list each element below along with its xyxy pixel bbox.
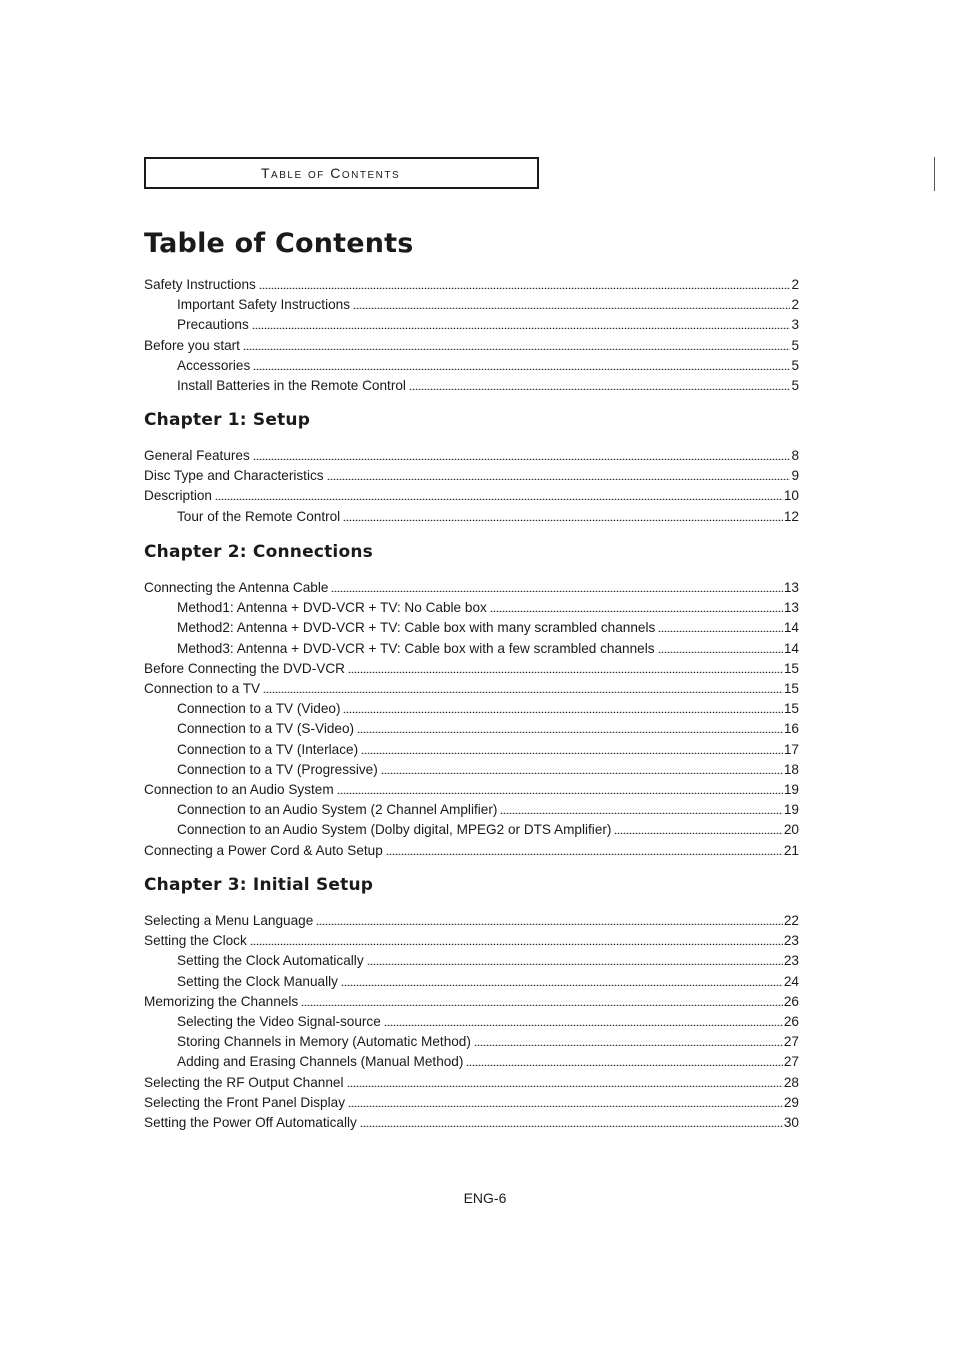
toc-page-number: 15 [783, 701, 799, 717]
toc-entry-title: Setting the Clock [144, 933, 247, 949]
dot-leader [348, 663, 783, 673]
toc-entry-title: Connection to a TV [144, 681, 261, 696]
toc-entry[interactable] [144, 337, 799, 355]
toc-page-number: 16 [783, 721, 799, 737]
dot-leader [466, 1056, 782, 1066]
toc-page-number: 29 [783, 1094, 799, 1110]
toc-page-number: 28 [783, 1074, 799, 1090]
toc-entry-title: Install Batteries in the Remote Control [177, 378, 406, 393]
toc-page-number: 10 [783, 488, 799, 504]
dot-leader [331, 582, 782, 592]
toc-entry-title: Description [144, 488, 212, 504]
dot-leader [500, 804, 782, 814]
toc-page-number: 20 [783, 822, 799, 838]
toc-entry[interactable] [144, 781, 799, 799]
toc-page-number: 30 [783, 1115, 799, 1130]
toc-entry-title: Setting the Power Off Automatically [144, 1115, 357, 1130]
toc-page-number: 5 [791, 337, 799, 353]
toc-page-number: 13 [783, 600, 799, 616]
dot-leader [361, 744, 783, 754]
toc-entry-title: Connection to a TV (Progressive) [177, 761, 378, 777]
toc-entry-title: General Features [144, 448, 250, 463]
chapter-heading: Chapter 1: Setup [144, 410, 311, 430]
toc-page-number: 13 [783, 580, 799, 595]
toc-entry-title: Selecting the Front Panel Display [144, 1094, 345, 1110]
toc-entry[interactable] [144, 579, 799, 597]
toc-page-number: 21 [783, 842, 799, 858]
toc-subentry[interactable] [177, 599, 799, 617]
toc-subentry[interactable] [177, 1033, 799, 1051]
toc-page-number: 24 [783, 973, 799, 989]
toc-page-number: 19 [783, 782, 799, 797]
toc-page-number: 27 [783, 1054, 799, 1070]
toc-page-number: 17 [783, 741, 799, 757]
toc-page-number: 2 [791, 277, 799, 292]
toc-entry[interactable] [144, 1074, 799, 1092]
toc-entry-title: Adding and Erasing Channels (Manual Method) [177, 1054, 464, 1070]
dot-leader [252, 319, 791, 329]
dot-leader [658, 622, 783, 632]
toc-entry-title: Connection to a TV (Interlace) [177, 741, 359, 757]
toc-entry-title: Connection to a TV (Video) [177, 701, 341, 717]
toc-page-number: 14 [783, 620, 799, 636]
toc-subentry[interactable] [177, 761, 799, 779]
toc-page-number: 9 [791, 468, 799, 484]
dot-leader [343, 511, 783, 521]
dot-leader [316, 915, 783, 925]
toc-page-number: 12 [783, 508, 799, 524]
toc-entry-title: Disc Type and Characteristics [144, 468, 324, 484]
toc-page-number: 27 [783, 1034, 799, 1050]
dot-leader [253, 450, 791, 460]
toc-entry-title: Method3: Antenna + DVD-VCR + TV: Cable box with a few scrambled channels [177, 640, 655, 656]
toc-entry[interactable] [144, 1094, 799, 1112]
toc-subentry[interactable] [177, 296, 799, 314]
dot-leader [381, 764, 783, 774]
toc-entry[interactable] [144, 660, 799, 678]
toc-page-number: 19 [783, 802, 799, 818]
page-number: ENG-6 [463, 1190, 507, 1206]
toc-entry-title: Selecting the RF Output Channel [144, 1074, 344, 1090]
dot-leader [409, 380, 791, 390]
toc-subentry[interactable] [177, 741, 799, 759]
dot-leader [357, 723, 783, 733]
toc-entry-title: Tour of the Remote Control [177, 508, 341, 524]
chapter-heading: Chapter 2: Connections [144, 542, 373, 562]
toc-entry[interactable] [144, 276, 799, 294]
dot-leader [263, 683, 783, 693]
toc-subentry[interactable] [177, 316, 799, 334]
dot-leader [343, 703, 782, 713]
toc-page-number: 23 [783, 953, 799, 969]
dot-leader [348, 1097, 783, 1107]
dot-leader [367, 955, 783, 965]
dot-leader [658, 643, 783, 653]
toc-page-number: 8 [791, 448, 799, 463]
toc-entry-title: Connection to an Audio System (2 Channel Amplifier) [177, 802, 498, 818]
toc-page-number: 26 [783, 993, 799, 1009]
toc-page-number: 3 [791, 317, 799, 333]
toc-subentry[interactable] [177, 377, 799, 395]
toc-entry-title: Setting the Clock Automatically [177, 953, 364, 969]
toc-page-number: 15 [783, 681, 799, 696]
dot-leader [259, 279, 791, 289]
toc-entry[interactable] [144, 993, 799, 1011]
toc-page-number: 2 [791, 297, 799, 313]
section-header-box [144, 157, 539, 189]
toc-entry[interactable] [144, 932, 799, 950]
page-title: Table of Contents [144, 228, 414, 259]
toc-entry[interactable] [144, 680, 799, 698]
toc-entry-title: Safety Instructions [144, 277, 256, 292]
toc-entry-title: Connecting the Antenna Cable [144, 580, 329, 595]
toc-entry-title: Selecting a Menu Language [144, 913, 314, 928]
margin-rule [934, 157, 935, 191]
toc-page-number: 5 [791, 357, 799, 373]
toc-subentry[interactable] [177, 640, 799, 658]
toc-subentry[interactable] [177, 508, 799, 526]
toc-entry-title: Accessories [177, 357, 251, 373]
toc-subentry[interactable] [177, 952, 799, 970]
toc-entry[interactable] [144, 842, 799, 860]
dot-leader [341, 976, 783, 986]
dot-leader [337, 784, 783, 794]
toc-page-number: 18 [783, 761, 799, 777]
toc-subentry[interactable] [177, 1053, 799, 1071]
section-header-label: Table of Contents [261, 165, 401, 181]
toc-entry-title: Setting the Clock Manually [177, 973, 338, 989]
toc-page-number: 26 [783, 1014, 799, 1029]
toc-entry-title: Connection to an Audio System [144, 782, 334, 797]
toc-subentry[interactable] [177, 700, 799, 718]
toc-page-number: 14 [783, 640, 799, 656]
toc-subentry[interactable] [177, 821, 799, 839]
dot-leader [215, 490, 783, 500]
dot-leader [614, 824, 782, 834]
dot-leader [301, 996, 783, 1006]
dot-leader [386, 845, 783, 855]
toc-entry-title: Memorizing the Channels [144, 993, 299, 1009]
toc-entry-title: Method1: Antenna + DVD-VCR + TV: No Cable box [177, 600, 487, 616]
toc-entry-title: Method2: Antenna + DVD-VCR + TV: Cable box with many scrambled channels [177, 620, 656, 636]
toc-entry-title: Connection to an Audio System (Dolby digital, MPEG2 or DTS Amplifier) [177, 822, 612, 838]
toc-subentry[interactable] [177, 619, 799, 637]
toc-page-number: 15 [783, 660, 799, 676]
toc-entry-title: Storing Channels in Memory (Automatic Method) [177, 1034, 471, 1050]
dot-leader [384, 1016, 783, 1026]
dot-leader [253, 360, 790, 370]
toc-subentry[interactable] [177, 801, 799, 819]
toc-entry-title: Important Safety Instructions [177, 297, 351, 313]
toc-entry[interactable] [144, 487, 799, 505]
toc-entry-title: Before you start [144, 337, 240, 353]
dot-leader [327, 470, 791, 480]
toc-subentry[interactable] [177, 357, 799, 375]
toc-entry-title: Precautions [177, 317, 249, 333]
dot-leader [250, 935, 783, 945]
toc-subentry[interactable] [177, 973, 799, 991]
toc-entry[interactable] [144, 447, 799, 465]
toc-page-number: 5 [791, 378, 799, 393]
toc-subentry[interactable] [177, 1013, 799, 1031]
toc-entry[interactable] [144, 467, 799, 485]
toc-entry-title: Before Connecting the DVD-VCR [144, 660, 345, 676]
toc-entry-title: Selecting the Video Signal-source [177, 1014, 381, 1029]
toc-page-number: 22 [783, 913, 799, 928]
chapter-heading: Chapter 3: Initial Setup [144, 875, 374, 895]
dot-leader [474, 1036, 783, 1046]
dot-leader [347, 1077, 783, 1087]
dot-leader [360, 1117, 783, 1127]
toc-subentry[interactable] [177, 720, 799, 738]
dot-leader [353, 299, 790, 309]
toc-entry-title: Connection to a TV (S-Video) [177, 721, 355, 737]
toc-entry[interactable] [144, 912, 799, 930]
toc-page-number: 23 [783, 933, 799, 949]
toc-entry-title: Connecting a Power Cord & Auto Setup [144, 842, 383, 858]
dot-leader [490, 602, 783, 612]
toc-entry[interactable] [144, 1114, 799, 1132]
dot-leader [243, 340, 790, 350]
